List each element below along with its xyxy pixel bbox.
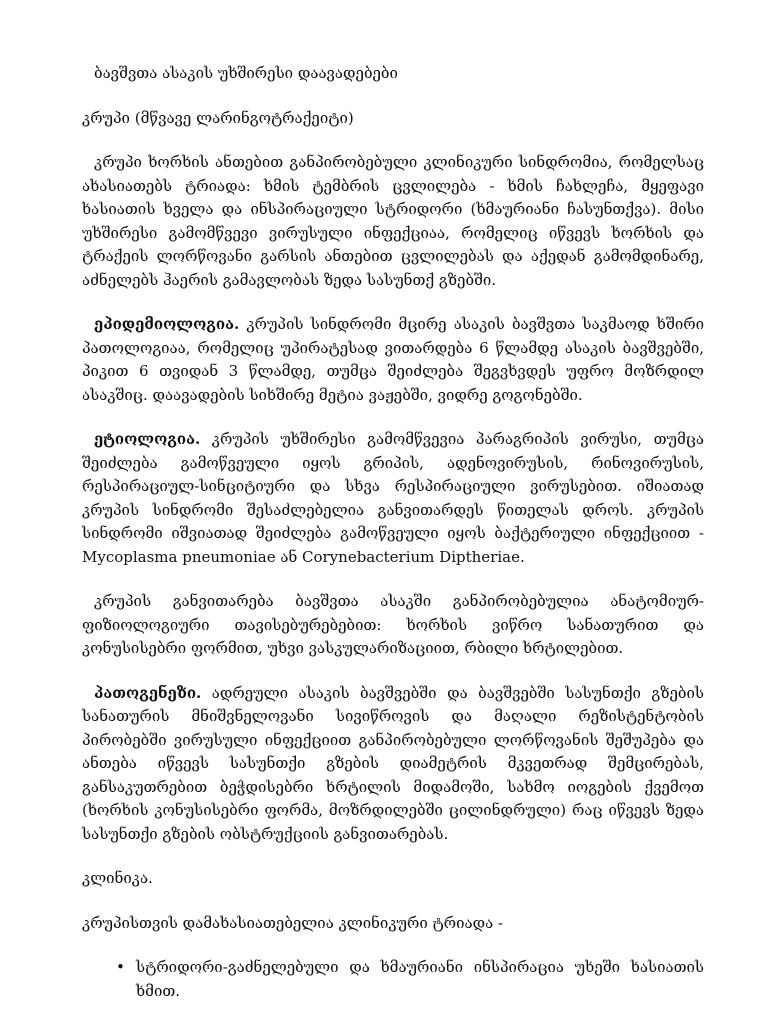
epidemiology-text: კრუპის სინდრომი მცირე ასაკის ბავშვთა საკმაოდ ხშირი პათოლოგიაა, რომელიც უპირატესად ვითარდება 6 წლამდე ასაკის ბავშვებში, პიკით 6 თვიდან 3 წლამდე, თუმცა შეიძლება შეგვხვდეს უფრო მოზრდილ ასაკშიც. დაავადების სიხშირე მეტია ვაჟებში, ვიდრე გოგონებში.	[82, 315, 704, 404]
etiology-text: კრუპის უხშირესი გამომწვევია პარაგრიპის ვირუსი, თუმცა შეიძლება გამოწვეული იყოს გრიპის, ადენოვირუსის, რინოვირუსის, რესპირაციულ-სინციტიური და სხვა რესპირაციული ვირუსებით. იშიათად კრუპის სინდრომი შესაძლებელია განვითარდეს წითელას დროს. კრუპის სინდრომი იშვიათად შეიძლება გამოწვეული იყოს ბაქტერიული ინფექციით - Mycoplasma pneumoniae ან Corynebacterium Diptheriae.	[82, 430, 704, 566]
pathogenesis-text: ადრეული ასაკის ბავშვებში და ბავშვებში სასუნთქი გზების სანათურის მნიშვნელოვანი სივიწროვის და მაღალი რეზისტენტობის პირობებში ვირუსული ინფექციით განპირობებული ლორწოვანის შეშუპება და ანთება იწვევს სასუნთქი გზების დიამეტრის მკვეთრად შემცირებას, განსაკუთრებით ბეჭდისებრი ხრტილის მიდამოში, სახმო იოგების ქვემოთ (ხორხის კონუსისებრი ფორმა, მოზრდილებში ცილინდრული) რაც იწვევს ზედა სასუნთქი გზების ობსტრუქციის განვითარებას.	[82, 683, 704, 843]
paragraph-anatomy	[82, 590, 704, 661]
triad-intro: კრუპისთვის დამახასიათებელია კლინიკური ტრიადა -	[82, 913, 504, 932]
pathogenesis-heading: პათოგენეზი.	[94, 683, 202, 702]
list-item	[82, 956, 704, 1003]
clinic-heading: კლინიკა.	[82, 869, 153, 887]
document-title: ბავშვთა ასაკის უხშირესი დაავადებები	[94, 64, 398, 82]
paragraph-etiology	[82, 428, 704, 569]
symptom-list	[82, 956, 704, 1003]
bullet-icon: •	[116, 958, 125, 976]
section-heading-croup: კრუპი (მწვავე ლარინგოტრაქეიტი)	[82, 108, 354, 127]
paragraph-epidemiology	[82, 313, 704, 407]
list-item-text: სტრიდორი-გაძნელებული და ხმაურიანი ინსპირაცია უხეში ხასიათის ხმით.	[136, 958, 704, 1000]
anatomy-text: კრუპის განვითარება ბავშვთა ასაკში განპირობებულია ანატომიურ-ფიზიოლოგიური თავისებურებებით: ხორხის ვიწრო სანათურით და კონუსისებრი ფორმით, უხვი ვასკულარიზაციით, რბილი ხრტილებით.	[82, 592, 704, 657]
etiology-heading: ეტიოლოგია.	[94, 430, 201, 448]
epidemiology-heading: ეპიდემიოლოგია.	[94, 315, 240, 333]
paragraph-definition-text: კრუპი ხორხის ანთებით განპირობებული კლინიკური სინდრომია, რომელსაც ახასიათებს ტრიადა: ხმის ტემბრის ცვლილება - ხმის ჩახლეჩა, მყეფავი ხასიათის ხველა და ინსპირაციული სტრიდორი (ხმაურიანი ჩასუნთქვა). მისი უხშირესი გამომწვევი ვირუსული ინფექციაა, რომელიც იწვევს ხორხის და ტრაქეის ლორწოვანი გარსის ანთებით ცვლილებას და აქედან გამომდინარე, აძნელებს ჰაერის გამავლობას ზედა სასუნთქ გზებში.	[82, 153, 704, 289]
paragraph-definition	[82, 151, 704, 292]
document-page	[82, 62, 704, 1003]
paragraph-pathogenesis	[82, 682, 704, 847]
